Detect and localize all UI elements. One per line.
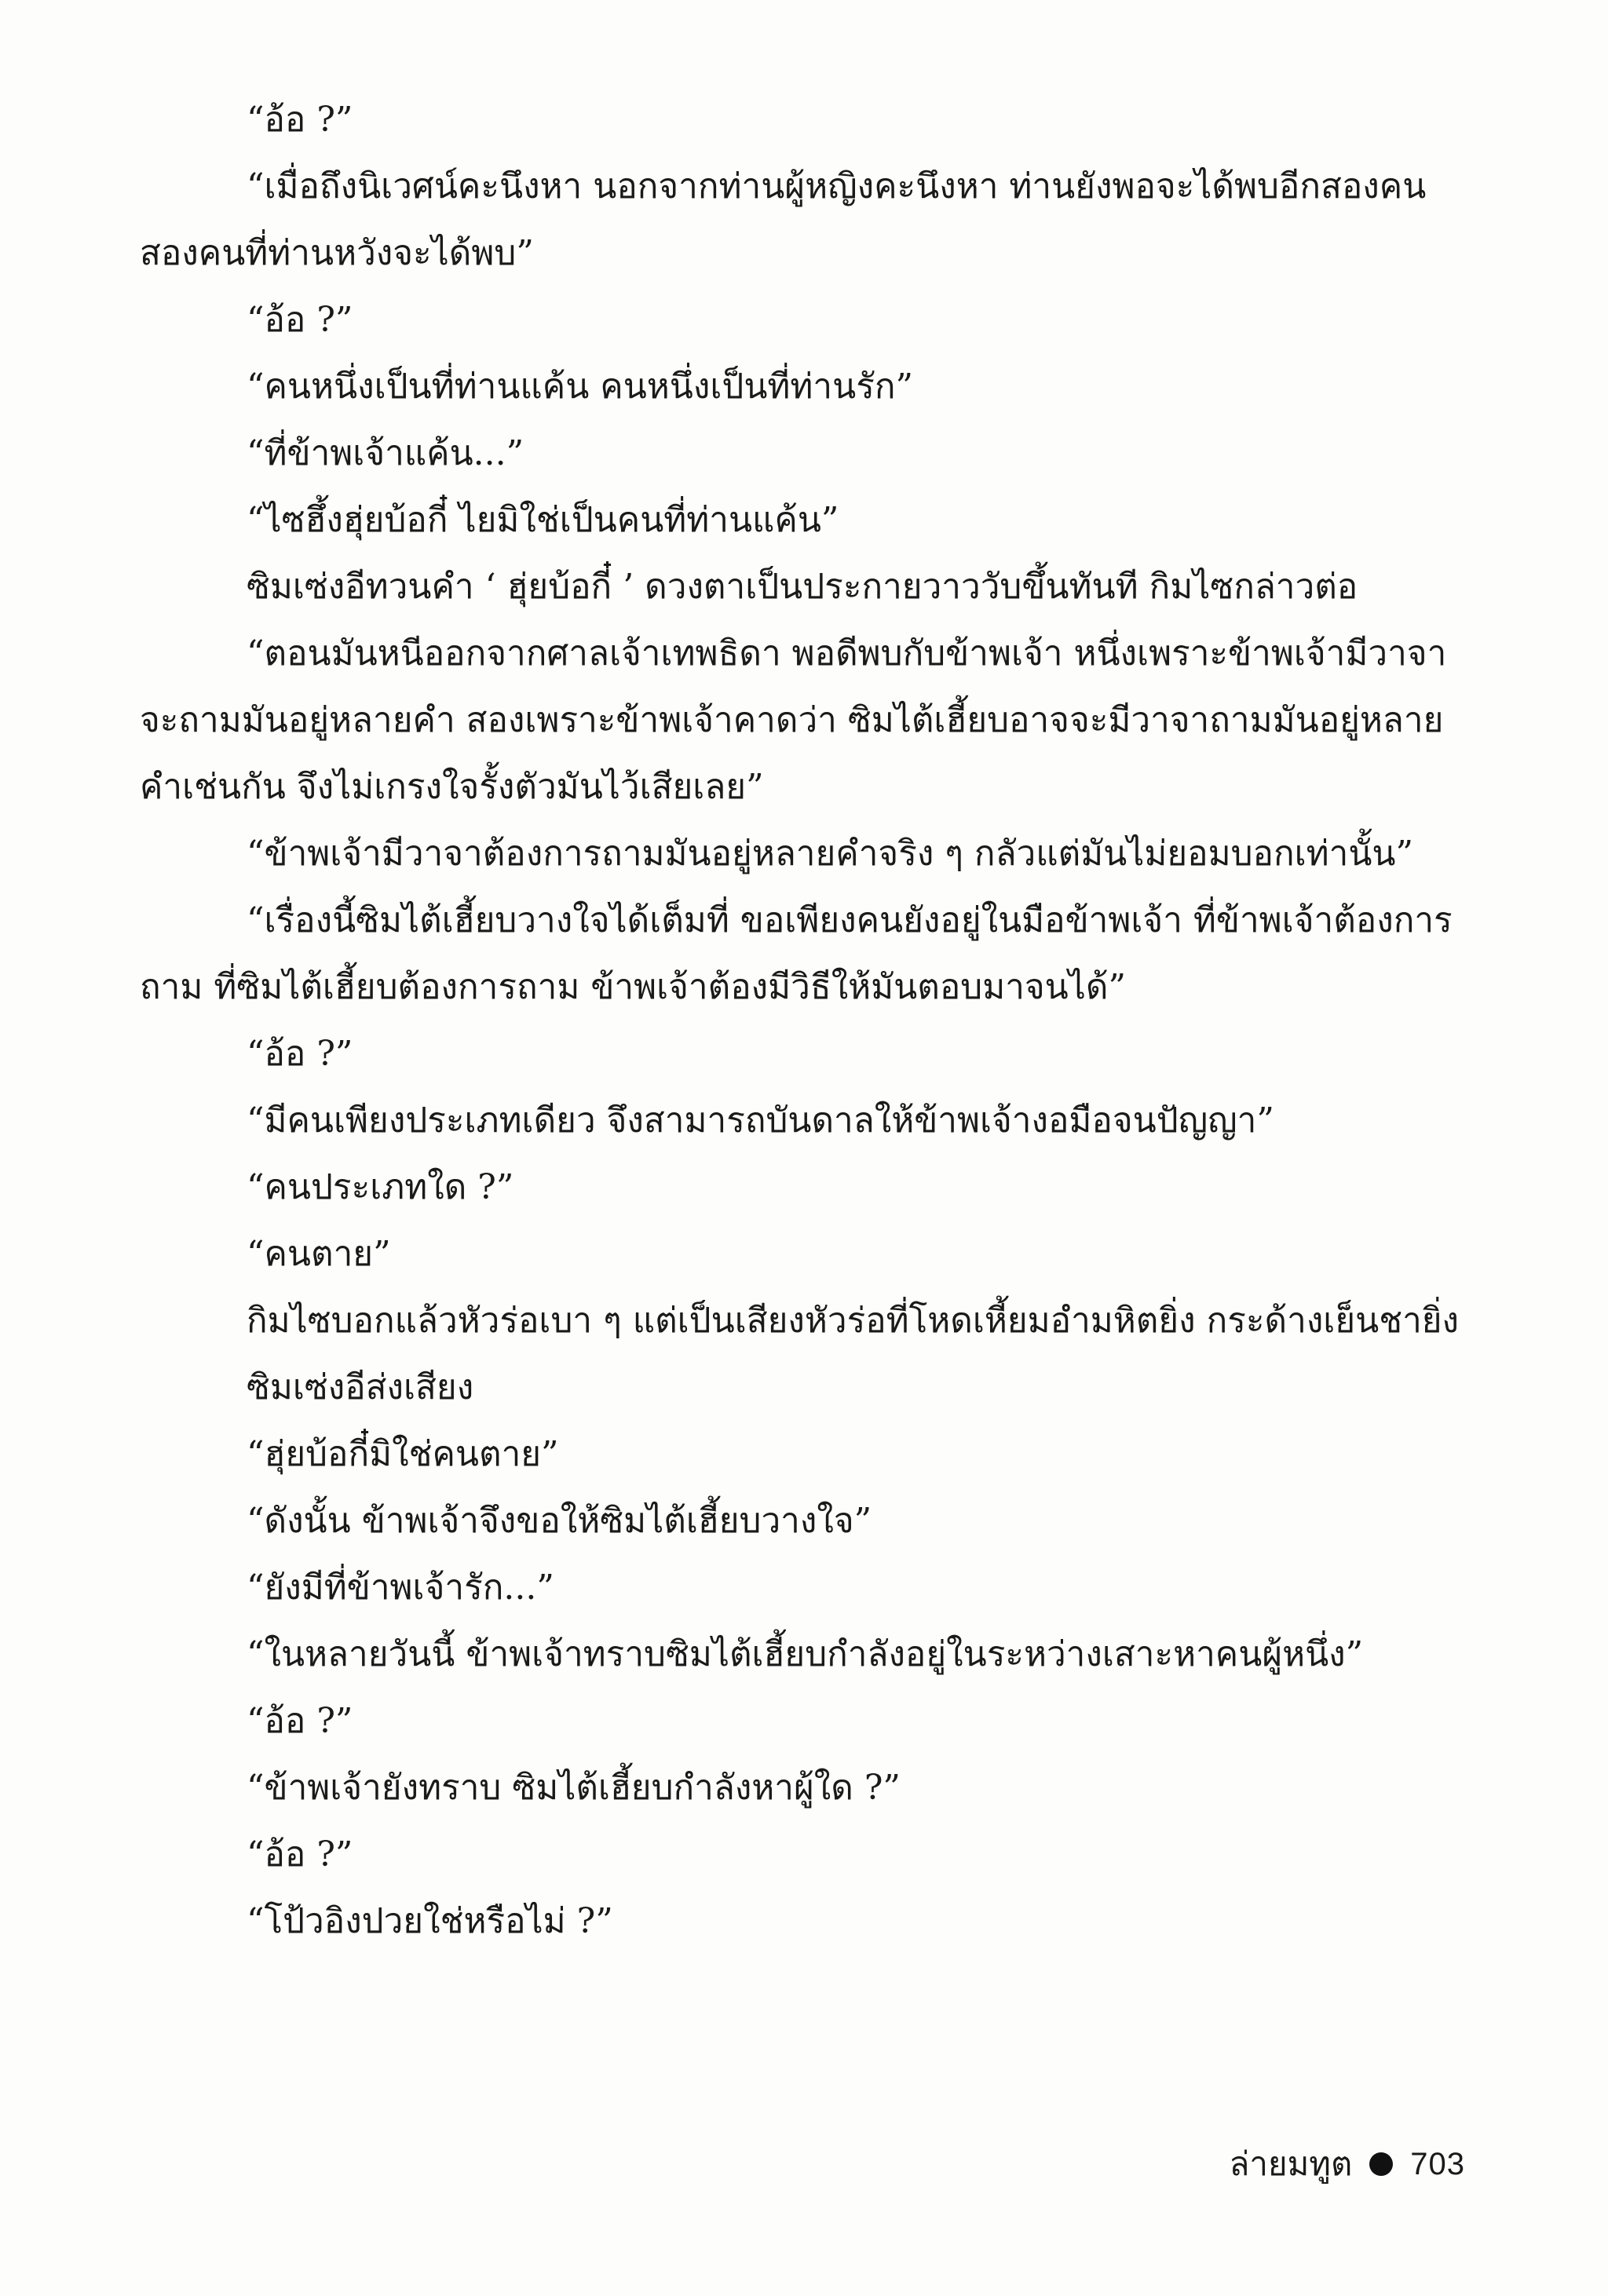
- paragraph: “ไซฮึ้งฮุ่ยบ้อกี๋ ไยมิใช่เป็นคนที่ท่านแค้น”: [247, 500, 839, 540]
- paragraph: “อ้อ ?”: [247, 1834, 353, 1874]
- paragraph: “คนตาย”: [247, 1234, 391, 1274]
- paragraph: “ที่ข้าพเจ้าแค้น...”: [247, 433, 524, 473]
- paragraph: “เมื่อถึงนิเวศน์คะนึงหา นอกจากท่านผู้หญิงคะนึงหา ท่านยังพอจะได้พบอีกสองคน สองคนที่ท่านหวังจะได้พบ”: [140, 166, 1427, 273]
- paragraph: “อ้อ ?”: [247, 100, 353, 140]
- paragraph: “โป้วอิงปวยใช่หรือไม่ ?”: [247, 1901, 613, 1941]
- paragraph: “ดังนั้น ข้าพเจ้าจึงขอให้ซิมไต้เฮี้ยบวางใจ”: [247, 1501, 872, 1541]
- paragraph: “คนหนึ่งเป็นที่ท่านแค้น คนหนึ่งเป็นที่ท่านรัก”: [247, 367, 913, 407]
- paragraph: “ในหลายวันนี้ ข้าพเจ้าทราบซิมไต้เฮี้ยบกำลังอยู่ในระหว่างเสาะหาคนผู้หนึ่ง”: [247, 1634, 1364, 1674]
- book-title: ล่ายมทูต: [1229, 2145, 1353, 2183]
- paragraph: ซิมเซ่งอีส่งเสียง: [247, 1367, 474, 1407]
- body-text: [140, 86, 1475, 1955]
- paragraph: “เรื่องนี้ซิมไต้เฮี้ยบวางใจได้เต็มที่ ขอเพียงคนยังอยู่ในมือข้าพเจ้า ที่ข้าพเจ้าต้องการถาม ที่ซิมไต้เฮี้ยบต้องการถาม ข้าพเจ้าต้องมีวิธีให้มันตอบมาจนได้”: [140, 900, 1453, 1007]
- paragraph: “ฮุ่ยบ้อกี๋มิใช่คนตาย”: [247, 1434, 559, 1474]
- paragraph: “ยังมีที่ข้าพเจ้ารัก...”: [247, 1568, 554, 1608]
- paragraph: “มีคนเพียงประเภทเดียว จึงสามารถบันดาลให้ข้าพเจ้างอมือจนปัญญา”: [247, 1101, 1274, 1141]
- paragraph: “อ้อ ?”: [247, 1701, 353, 1741]
- page-number: 703: [1410, 2146, 1465, 2181]
- bullet-icon: [1369, 2152, 1393, 2176]
- paragraph: “คนประเภทใด ?”: [247, 1167, 514, 1207]
- page-footer: [1230, 2137, 1465, 2192]
- paragraph: “ตอนมันหนีออกจากศาลเจ้าเทพธิดา พอดีพบกับข้าพเจ้า หนึ่งเพราะข้าพเจ้ามีวาจาจะถามมันอยู่หลายคำ สองเพราะข้าพเจ้าคาดว่า ซิมไต้เฮี้ยบอาจจะมีวาจาถามมันอยู่หลายคำเช่นกัน จึงไม่เกรงใจรั้งตัวมันไว้เสียเลย”: [140, 633, 1447, 807]
- paragraph: “ข้าพเจ้ามีวาจาต้องการถามมันอยู่หลายคำจริง ๆ กลัวแต่มันไม่ยอมบอกเท่านั้น”: [247, 834, 1413, 874]
- paragraph: “อ้อ ?”: [247, 300, 353, 340]
- paragraph: กิมไซบอกแล้วหัวร่อเบา ๆ แต่เป็นเสียงหัวร่อที่โหดเหี้ยมอำมหิตยิ่ง กระด้างเย็นชายิ่ง: [247, 1301, 1460, 1341]
- paragraph: ซิมเซ่งอีทวนคำ ‘ ฮุ่ยบ้อกี๋ ’ ดวงตาเป็นประกายวาววับขึ้นทันที กิมไซกล่าวต่อ: [247, 567, 1358, 607]
- paragraph: “ข้าพเจ้ายังทราบ ซิมไต้เฮี้ยบกำลังหาผู้ใด ?”: [247, 1768, 901, 1808]
- paragraph: “อ้อ ?”: [247, 1034, 353, 1074]
